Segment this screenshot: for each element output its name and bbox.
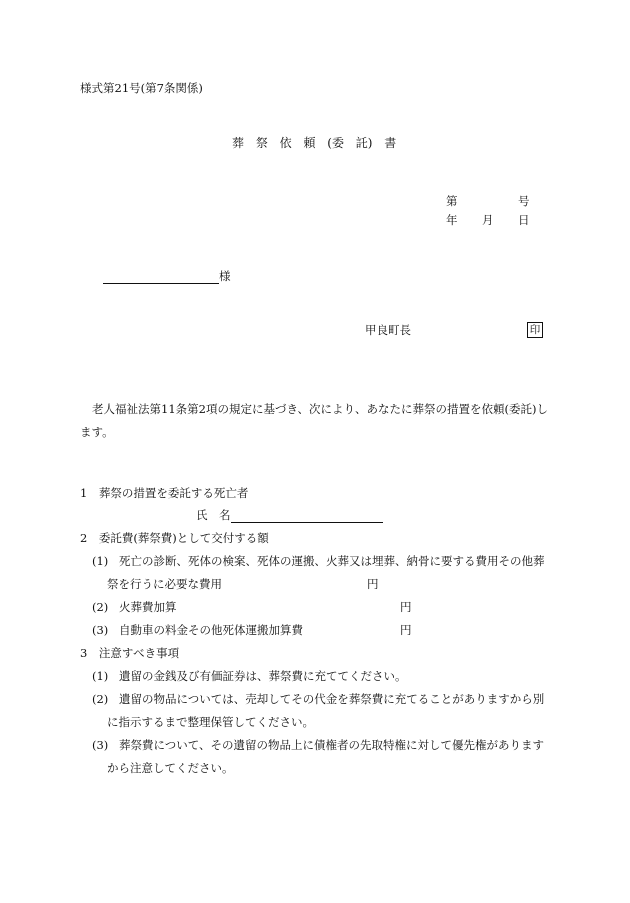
number-label: 第 (446, 194, 458, 208)
intro-line-1: 老人福祉法第11条第2項の規定に基づき、次により、あなたに葬祭の措置を依頼(委託)し (92, 402, 548, 416)
s3-item-1-text: 遺留の金銭及び有価証券は、葬祭費に充ててください。 (119, 669, 407, 683)
s2-item-1-line-1: 死亡の診断、死体の検案、死体の運搬、火葬又は埋葬、納骨に要する費用その他葬 (119, 554, 545, 568)
addressee-suffix: 様 (219, 269, 231, 283)
s3-item-3-line-1: 葬祭費について、その遺留の物品上に債権者の先取特権に対して優先権があります (119, 738, 545, 752)
s3-item-2-line-1: 遺留の物品については、売却してその代金を葬祭費に充てることがありますから別 (119, 692, 545, 706)
section-2-title: 2 委託費(葬祭費)として交付する額 (80, 531, 269, 545)
form-number: 様式第21号(第7条関係) (80, 81, 203, 95)
year-label: 年 (446, 213, 458, 227)
s2-item-1-line-2: 祭を行うに必要な費用 (107, 577, 222, 591)
addressee-line (103, 268, 231, 284)
section-3-title: 3 注意すべき事項 (80, 646, 180, 660)
section-1-title: 1 葬祭の措置を委託する死亡者 (80, 486, 249, 500)
s2-item-3-unit: 円 (400, 623, 412, 637)
deceased-name-blank[interactable] (231, 509, 383, 523)
s2-item-1-number: (1) (92, 554, 109, 568)
intro-line-2: ます。 (80, 425, 114, 439)
s3-item-3-line-2: から注意してください。 (107, 761, 234, 775)
seal-mark (527, 321, 543, 338)
s3-item-3-number: (3) (92, 738, 109, 752)
deceased-name-label: 氏 名 (196, 508, 231, 522)
addressee-blank[interactable] (103, 270, 219, 284)
s2-item-3-text: 自動車の料金その他死体運搬加算費 (119, 623, 303, 637)
s2-item-2-text: 火葬費加算 (119, 600, 177, 614)
s3-item-1-number: (1) (92, 669, 109, 683)
number-suffix: 号 (518, 194, 530, 208)
s2-item-2-number: (2) (92, 600, 109, 614)
day-label: 日 (518, 213, 530, 227)
deceased-name-row (196, 507, 383, 523)
s2-item-2-unit: 円 (400, 600, 412, 614)
s2-item-3-number: (3) (92, 623, 109, 637)
sender-name: 甲良町長 (365, 323, 411, 337)
seal-icon: 印 (527, 322, 543, 338)
s3-item-2-number: (2) (92, 692, 109, 706)
document-title: 葬 祭 依 頼 (委 託) 書 (232, 136, 397, 150)
s3-item-2-line-2: に指示するまで整理保管してください。 (107, 715, 314, 729)
month-label: 月 (482, 213, 494, 227)
s2-item-1-unit: 円 (367, 577, 379, 591)
